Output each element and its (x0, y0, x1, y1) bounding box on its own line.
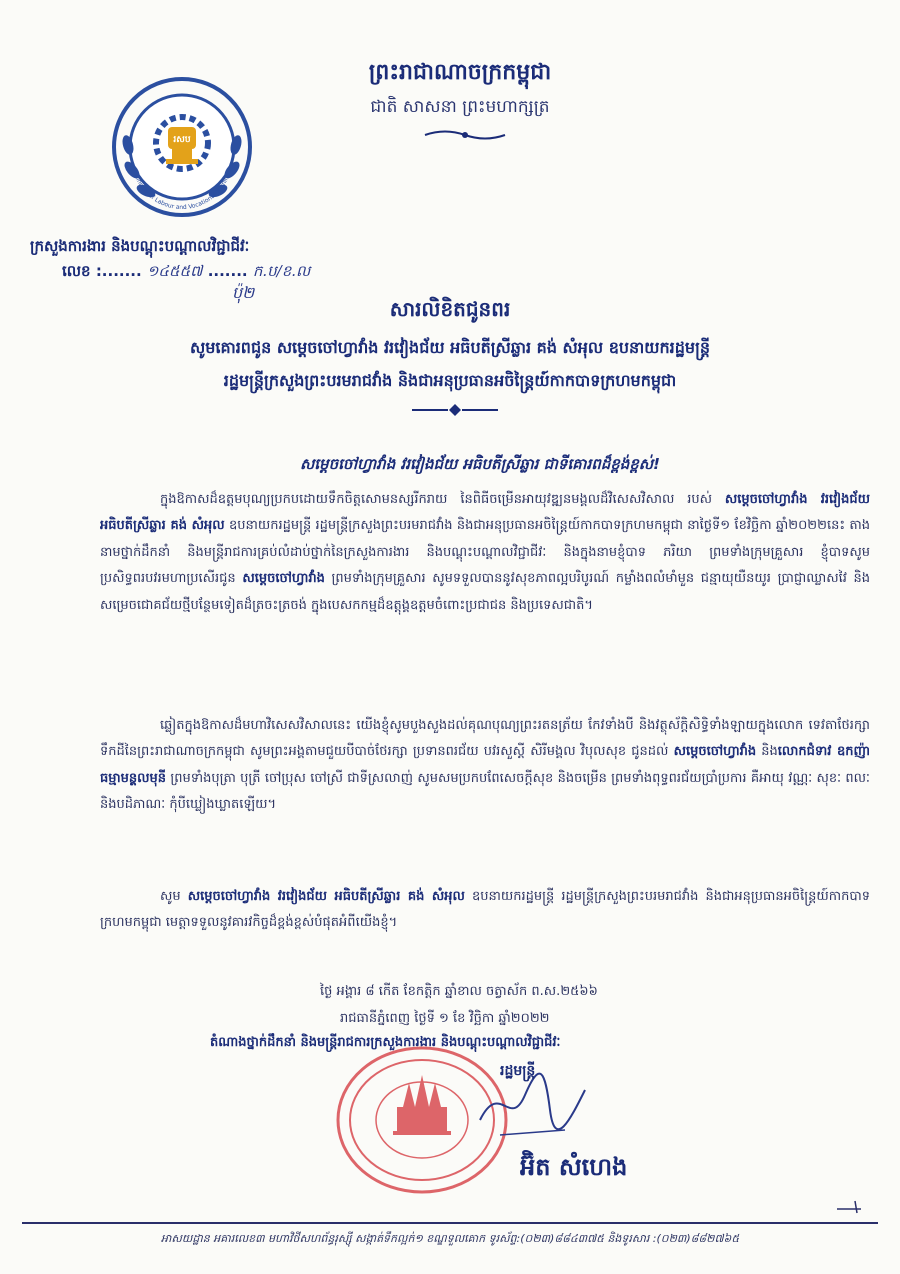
kingdom-heading: ព្រះរាជាណាចក្រកម្ពុជា (368, 60, 552, 85)
svg-text:រសប: រសប (173, 135, 191, 145)
body-paragraph-1: ក្នុងឱកាសដ៏ឧត្តមបុណ្យប្រកបដោយទឹកចិត្តសោមនស្សរីករាយ នៃពិធីចម្រើនអាយុវឌ្ឍនមង្គលដ៏វិសេសវិសាល របស់ សម្តេចចៅហ្វាវាំង វរវៀងជ័យ អធិបតីស្រីឆ្លារ គង់ សំអុល ឧបនាយករដ្ឋមន្ត្រី រដ្ឋមន្ត្រីក្រសួងព្រះបរមរាជវាំង និងជាអនុប្រធានអចិន្ត្រៃយ៍កាកបាទក្រហមកម្ពុជា នាថ្ងៃទី១ ខែវិច្ឆិកា ឆ្នាំ២០២២នេះ តាងនាមថ្នាក់ដឹកនាំ និងមន្ត្រីរាជការគ្រប់លំដាប់ថ្នាក់នៃក្រសួងការងារ និងបណ្តុះបណ្តាលវិជ្ជាជីវៈ និងក្នុងនាមខ្ញុំបាទ ភរិយា ព្រមទាំងក្រុមគ្រួសារ ខ្ញុំបាទសូមប្រសិទ្ធពរបវរមហាប្រសើរជូន សម្តេចចៅហ្វាវាំង ព្រមទាំងក្រុមគ្រួសារ សូមទទួលបាននូវសុខភាពល្អបរិបូរណ៍ កម្លាំងពលំមាំមួន ជន្មាយុយឺនយូរ ប្រាជ្ញាឈ្លាសវៃ និងសម្រេចជោគជ័យថ្មីបន្ថែមទៀតដ៏ត្រចះត្រចង់ ក្នុងបេសកកម្មដ៏ឧត្តុង្គឧត្តមចំពោះប្រជាជន និងប្រទេសជាតិ។ (100, 492, 870, 613)
solar-date: រាជធានីភ្នំពេញ ថ្ងៃទី ១ ខែ វិច្ឆិកា ឆ្នាំ២០២២ (340, 1011, 550, 1026)
subject-line-2: រដ្ឋមន្ត្រីក្រសួងព្រះបរមរាជវាំង និងជាអនុប្រធានអចិន្ត្រៃយ៍កាកបាទក្រហមកម្ពុជា (223, 371, 677, 390)
lunar-date: ថ្ងៃ អង្គារ ៨ កើត ខែកត្តិក ឆ្នាំខាល ចត្វាស័ក ព.ស.២៥៦៦ (320, 984, 598, 999)
signatory-organization: តំណាងថ្នាក់ដឹកនាំ និងមន្ត្រីរាជការក្រសួងការងារ និងបណ្តុះបណ្តាលវិជ្ជាជីវៈ (210, 1035, 561, 1050)
footer-divider (22, 1222, 878, 1224)
body-paragraph-3: សូម សម្តេចចៅហ្វាវាំង វរវៀងជ័យ អធិបតីស្រីឆ្លារ គង់ សំអុល ឧបនាយករដ្ឋមន្ត្រី រដ្ឋមន្ត្រីក្រសួងព្រះបរមរាជវាំង និងជាអនុប្រធានអចិន្ត្រៃយ៍កាកបាទក្រហមកម្ពុជា មេត្តាទទួលនូវគារវកិច្ចដ៏ខ្ពង់ខ្ពស់បំផុតអំពីយើងខ្ញុំ។ (100, 889, 870, 931)
reference-number: លេខ :....... ១៤៥៥៧ ....... ក.ប/ខ.ល (62, 262, 311, 280)
footer-address: អាសយដ្ឋាន អគារលេខ៣ មហាវិថីសហព័ន្ធរុស្ស៊ី សង្កាត់ទឹកល្អក់១ ខណ្ឌទួលគោក ទូរស័ព្ទ:(០២៣)៨៨៤៣៧៥ និងទូរសារ :(០២៣)៨៨២៧៦៥ (160, 1232, 740, 1245)
reference-suffix: ក.ប/ខ.ល (252, 262, 311, 280)
title-divider-ornament (410, 402, 500, 418)
ministry-logo (110, 75, 255, 220)
document-title: សារលិខិតជូនពរ (389, 297, 511, 321)
handwritten-mark: ប៉ុ២ (232, 283, 255, 302)
corner-mark-icon (835, 1197, 865, 1217)
issuing-ministry: ក្រសួងការងារ និងបណ្តុះបណ្តាលវិជ្ជាជីវៈ (30, 237, 250, 255)
signatory-name: អ៊ិត សំហេង (520, 1153, 628, 1181)
reference-value: ១៤៥៥៧ (146, 262, 203, 280)
salutation: សម្តេចចៅហ្វាវាំង វរវៀងជ័យ អធិបតីស្រីឆ្លារ ជាទីគោរពដ៏ខ្ពង់ខ្ពស់! (300, 455, 660, 473)
body-paragraph-2: ឆ្លៀតក្នុងឱកាសដ៏មហាវិសេសវិសាលនេះ យើងខ្ញុំសូមបួងសួងដល់គុណបុណ្យព្រះរតនត្រ័យ កែវទាំងបី និងវត្ថុស័ក្តិសិទ្ធិទាំងឡាយក្នុងលោក ទេវតាថែរក្សាទឹកដីនៃព្រះរាជាណាចក្រកម្ពុជា សូមព្រះអង្គតាមជួយបីបាច់ថែរក្សា ប្រទានពរជ័យ បវរសួស្តី សិរីមង្គល វិបុលសុខ ជូនដល់ សម្តេចចៅហ្វាវាំង និងលោកជំទាវ ឧកញ៉ាធម្មាមន្ត្ថលមុនី ព្រមទាំងបុត្រា បុត្រី ចៅប្រុស ចៅស្រី ជាទីស្រលាញ់ សូមសមប្រកបពែសេចក្តីសុខ និងចម្រើន ព្រមទាំងពុទ្ធពរជ័យប្រាំប្រការ គឺអាយុ វណ្ណៈ សុខៈ ពលៈ និងបដិភាណៈ កុំបីឃ្លៀងឃ្លាតឡើយ។ (100, 718, 870, 813)
subject-line-1: សូមគោរពជូន សម្តេចចៅហ្វាវាំង វរវៀងជ័យ អធិបតីស្រីឆ្លារ គង់ សំអុល ឧបនាយករដ្ឋមន្ត្រី (190, 338, 710, 357)
reference-label: លេខ (62, 262, 91, 280)
signatory-title: រដ្ឋមន្ត្រី (500, 1063, 536, 1079)
national-motto: ជាតិ សាសនា ព្រះមហាក្សត្រ (370, 97, 550, 117)
svg-text:Ministry of Labour and Vocatio: Ministry of Labour and Vocational Training (132, 171, 232, 212)
divider-ornament (420, 128, 510, 142)
